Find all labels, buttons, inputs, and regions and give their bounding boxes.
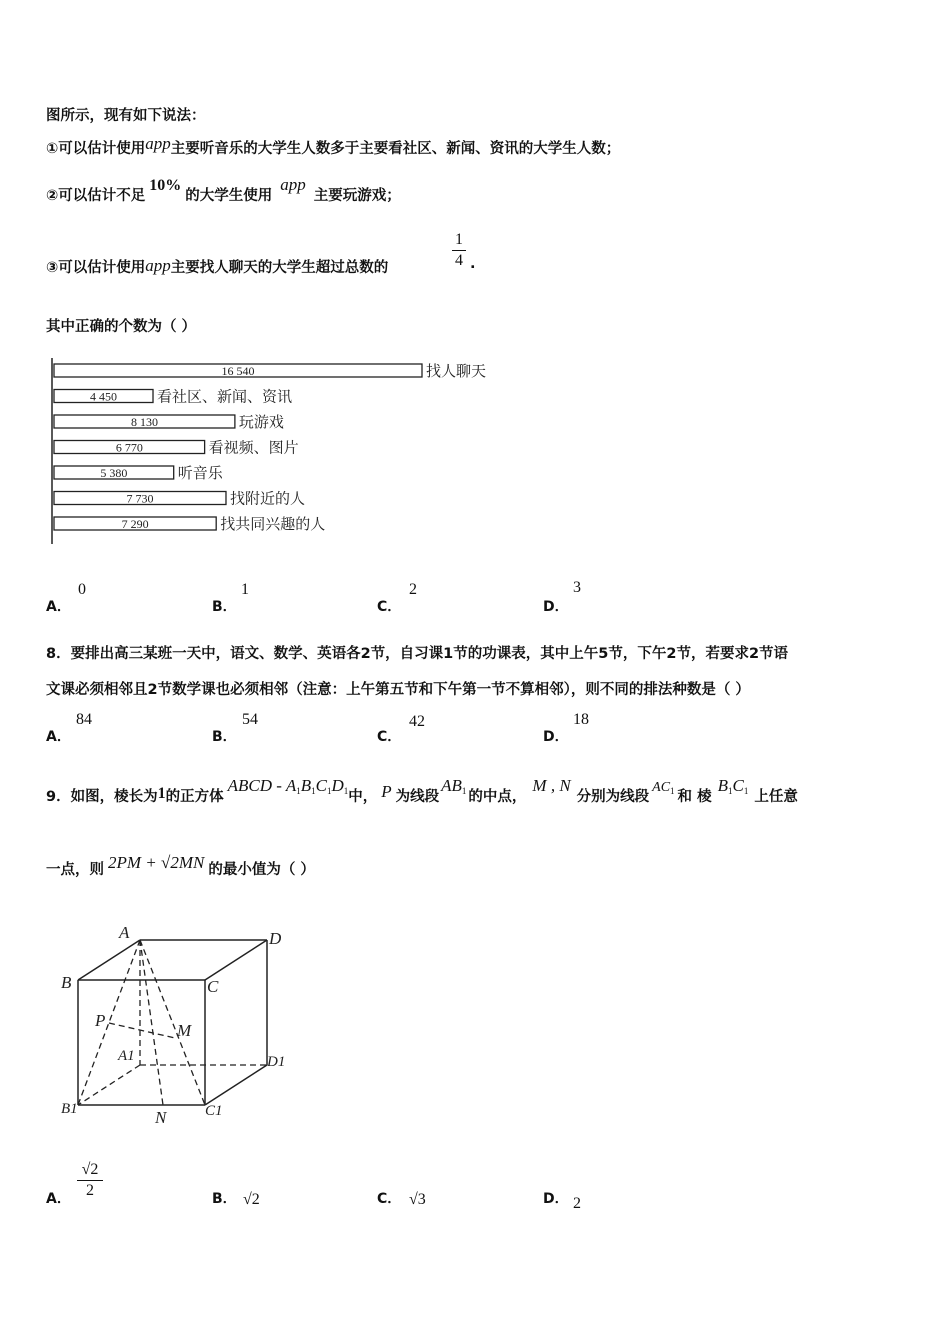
q7-question: 其中正确的个数为（ ）: [46, 319, 197, 335]
q8-option-c-value: 42: [409, 713, 425, 730]
chart-value-label: 8 130: [130, 415, 158, 429]
q7-fraction-quarter: $\frac{1}{4}$: [452, 230, 466, 271]
q7-option-b-value: 1: [241, 581, 249, 598]
chart-value-label: 7 290: [121, 517, 149, 531]
chart-value-label: 6 770: [115, 440, 143, 455]
label-M: M: [177, 1021, 192, 1040]
q7-intro: 图所示，现有如下说法：: [46, 108, 206, 124]
q9-option-c-label: C．: [377, 1191, 402, 1207]
chart-value-label: 4 450: [90, 389, 118, 404]
q7-period: .: [470, 256, 476, 272]
edge-C-D: [205, 940, 267, 980]
q8-line-1: 8．要排出高三某班一天中，语文、数学、英语各2节，自习课1节的功课表，其中上午5节，下午2节，若要求2节语: [46, 646, 789, 662]
edge-B-A: [78, 940, 140, 980]
label-D1: D1: [267, 1054, 286, 1070]
edge-C1-D1: [205, 1065, 267, 1105]
q9-option-c-value: √3: [409, 1191, 426, 1208]
q8-option-b-value: 54: [242, 711, 258, 728]
q7-option-c-label: C．: [377, 599, 402, 615]
q7-option-a-value: 0: [78, 581, 86, 598]
segment-A-N: [140, 940, 163, 1105]
chart-value-label: 7 730: [126, 491, 154, 506]
q9-line-1: 9．如图，棱长为1的正方体ABCD - $A_1B_1C_1D_1$中， P 为线段$AB_1$ 的中点，M , N分别为线段$AC_1$ 和 棱$B_1C_1$ 上任意: [46, 776, 798, 805]
q9-option-d-label: D．: [543, 1191, 569, 1207]
segment-A-B1: [78, 940, 140, 1105]
q7-option-d-label: D．: [543, 599, 569, 615]
chart-category-label: 找人聊天: [426, 362, 487, 380]
label-C: C: [207, 977, 219, 996]
chart-category-label: 玩游戏: [238, 413, 284, 431]
q9-option-b-value: √2: [243, 1191, 260, 1208]
q7-option-c-value: 2: [409, 581, 417, 598]
q8-option-a-label: A．: [46, 729, 71, 745]
bar-chart: [46, 356, 526, 556]
q7-statement-2: ②可以估计不足10%的大学生使用app主要玩游戏；: [46, 175, 401, 204]
cube-figure: [55, 920, 315, 1135]
label-B1: B1: [61, 1101, 78, 1117]
chart-category-label: 找附近的人: [229, 489, 306, 508]
label-B: B: [61, 973, 72, 992]
label-N: N: [155, 1108, 167, 1127]
q7-option-a-label: A．: [46, 599, 71, 615]
chart-category-label: 看社区、新闻、资讯: [157, 387, 293, 406]
q8-option-c-label: C．: [377, 729, 402, 745]
label-A1: A1: [118, 1048, 135, 1064]
chart-category-label: 听音乐: [177, 464, 223, 482]
q9-option-a-value: $\frac{√2}{2}$: [77, 1160, 103, 1201]
q8-line-2: 文课必须相邻且2节数学课也必须相邻（注意：上午第五节和下午第一节不算相邻），则不同的排法种数是（ ）: [46, 682, 750, 698]
q9-option-a-label: A．: [46, 1191, 71, 1207]
q7-statement-3: ③可以估计使用app主要找人聊天的大学生超过总数的: [46, 256, 389, 276]
q8-option-a-value: 84: [76, 711, 92, 728]
chart-category-label: 找共同兴趣的人: [220, 515, 326, 533]
label-P: P: [95, 1011, 106, 1030]
q7-option-d-value: 3: [573, 579, 581, 596]
chart-value-label: 5 380: [100, 466, 128, 480]
chart-category-label: 看视频、图片: [208, 438, 299, 457]
q8-option-d-value: 18: [573, 711, 589, 728]
edge-A1-B1: [78, 1065, 140, 1105]
q9-option-b-label: B．: [212, 1191, 237, 1207]
q7-statement-1: ①可以估计使用app主要听音乐的大学生人数多于主要看社区、新闻、资讯的大学生人数；: [46, 134, 621, 157]
chart-value-label: 16 540: [221, 364, 255, 378]
q8-option-d-label: D．: [543, 729, 569, 745]
q9-option-d-value: 2: [573, 1195, 581, 1212]
segment-P-M: [109, 1023, 175, 1038]
label-C1: C1: [205, 1103, 223, 1119]
q7-option-b-label: B．: [212, 599, 237, 615]
q9-line-2: 一点，则 2PM + √2MN 的最小值为（ ）: [46, 853, 315, 878]
label-A: A: [119, 923, 130, 942]
q8-option-b-label: B．: [212, 729, 237, 745]
label-D: D: [269, 929, 282, 948]
segment-A-C1: [140, 940, 205, 1105]
